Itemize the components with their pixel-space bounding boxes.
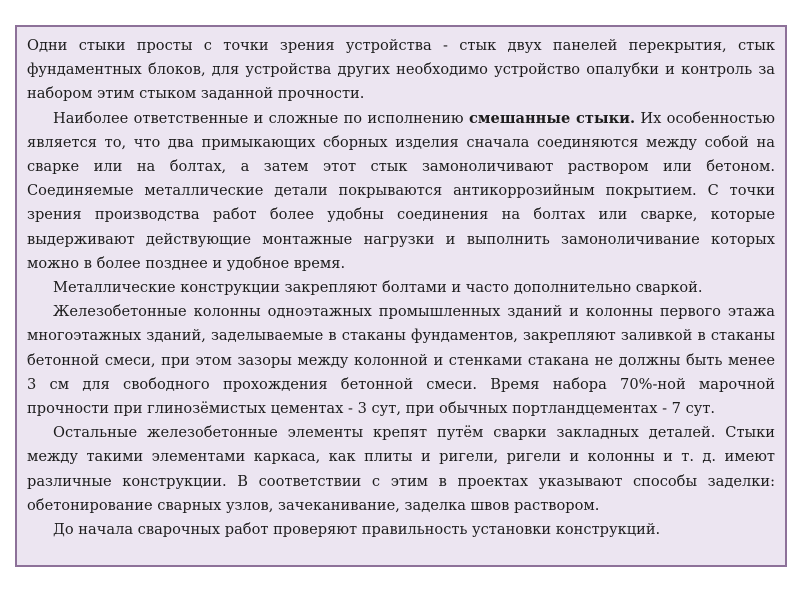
paragraph-text: Остальные железобетонные элементы крепят путём сварки закладных деталей. Стыки между такими элементами каркаса, как плиты и ригели, ригели и колонны и т. д. имеют различные конструкции. В соответствии с этим в проектах указывают способы заделки: обетонирование сварных узлов, зачеканивание, заделка швов раствором. — [27, 424, 775, 514]
paragraph-metal-structures — [27, 276, 775, 300]
paragraph-other-elements — [27, 421, 775, 518]
paragraph-welding-check — [27, 518, 775, 542]
paragraph-text: Железобетонные колонны одноэтажных промышленных зданий и колонны первого этажа многоэтажных зданий, заделываемые в стаканы фундаментов, закрепляют заливкой в стаканы бетонной смеси, при этом зазоры между колонной и стенками стакана не должны быть менее 3 см для свободного прохождения бетонной смеси. Время набора 70%-ной марочной прочности при глинозёмистых цементах - 3 сут, при обычных портландцементах - 7 сут. — [27, 303, 775, 418]
paragraph-mixed-joints — [27, 107, 775, 276]
text-panel — [15, 25, 787, 567]
paragraph-concrete-columns — [27, 300, 775, 421]
term-mixed-joints: смешанные стыки. — [468, 109, 636, 127]
paragraph-text: Металлические конструкции закрепляют болтами и часто дополнительно сваркой. — [53, 279, 703, 297]
paragraph-joint-types — [27, 34, 775, 107]
paragraph-text: Одни стыки просты с точки зрения устройства - стык двух панелей перекрытия, стык фундаментных блоков, для устройства других необходимо устройство опалубки и контроль за набором этим стыком заданной прочности. — [27, 37, 775, 103]
paragraph-text-start: Наиболее ответственные и сложные по исполнению — [53, 109, 469, 127]
paragraph-text-end: Их особенностью является то, что два примыкающих сборных изделия сначала соединяются между собой на сварке или на болтах, а затем этот стык замоноличивают раствором или бетоном. Соединяемые металлические детали покрываются антикоррозийным покрытием. С точки зрения производства работ более удобны соединения на болтах или сварке, которые выдерживают действующие монтажные нагрузки и выполнить замоноличивание которых можно в более позднее и удобное время. — [27, 109, 775, 272]
paragraph-text: До начала сварочных работ проверяют правильность установки конструкций. — [53, 521, 661, 539]
